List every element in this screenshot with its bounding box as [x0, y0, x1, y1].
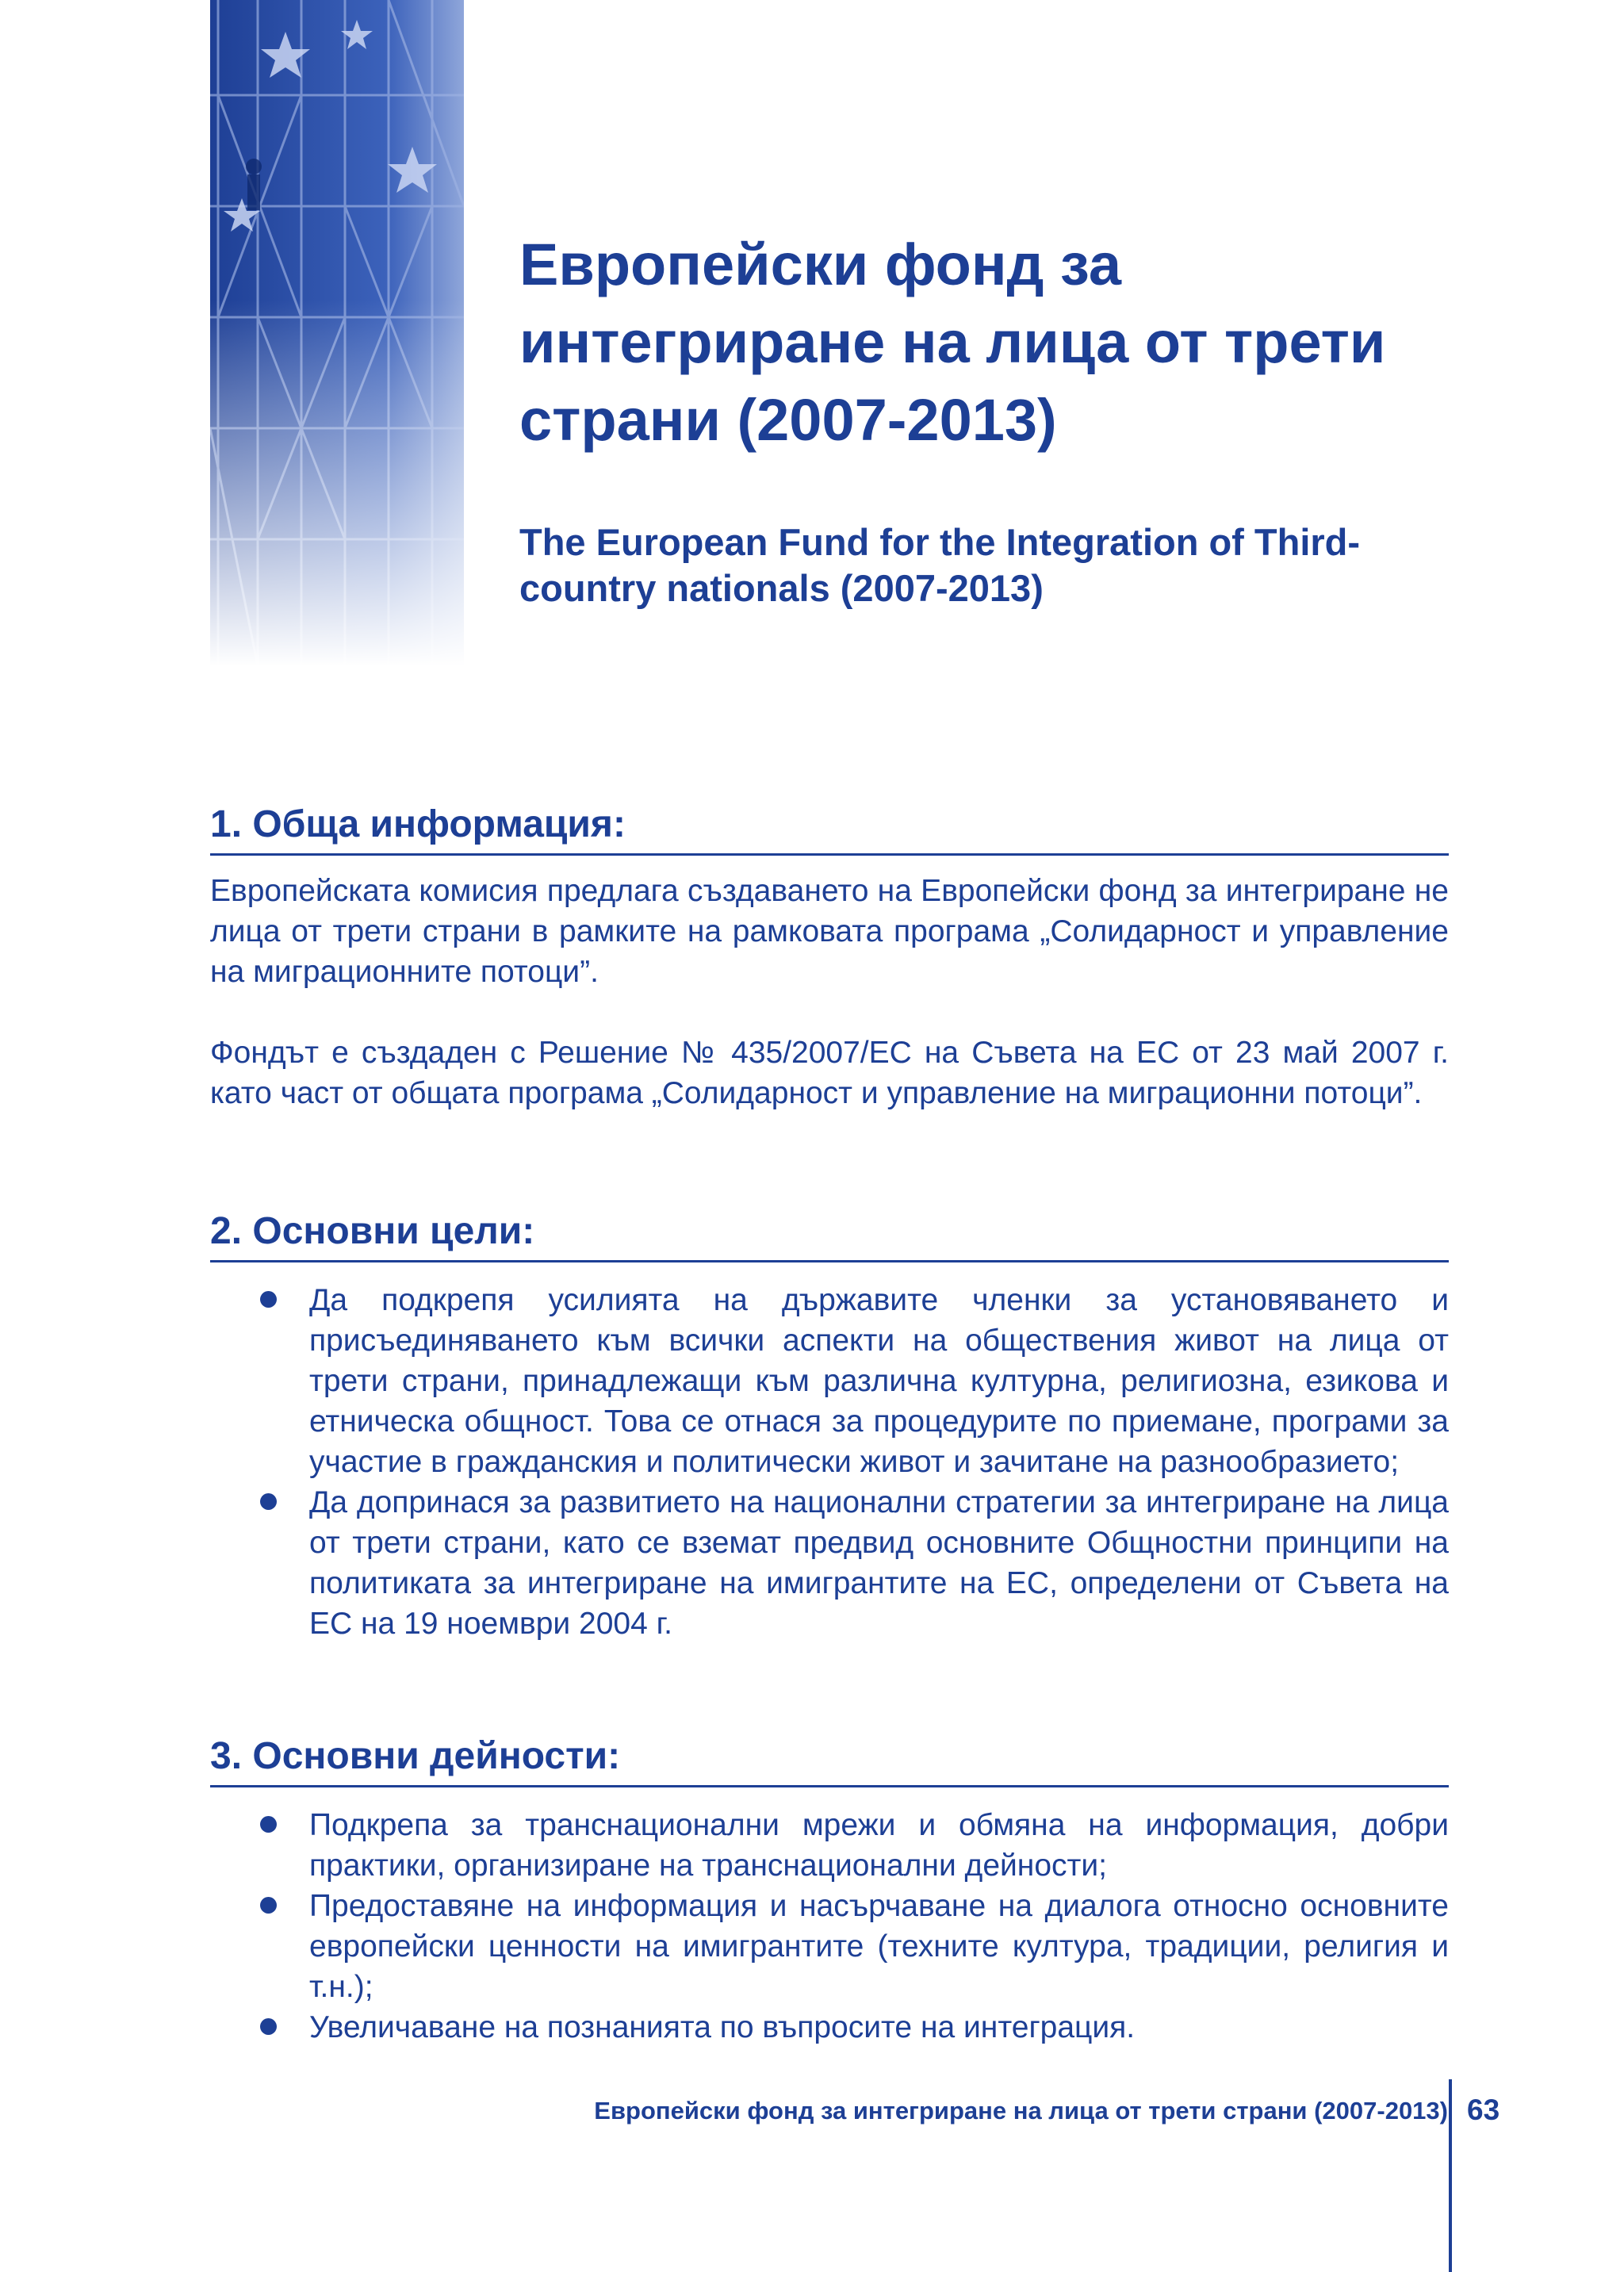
section-main-activities	[210, 1733, 1449, 2048]
list-item-text: Увеличаване на познанията по въпросите на интеграция.	[309, 2010, 1136, 2044]
bullet-icon	[260, 1897, 277, 1914]
list-item	[210, 2007, 1449, 2048]
list-item-text: Подкрепа за транснационални мрежи и обмяна на информация, добри практики, организиране на транснационални дейности;	[309, 1808, 1449, 1883]
list-item	[210, 1482, 1449, 1644]
list-item	[210, 1280, 1449, 1482]
paragraph: Фондът е създаден с Решение № 435/2007/ЕС на Съвета на ЕС от 23 май 2007 г. като част от общата програма „Солидарност и управление на миграционни потоци”.	[210, 1036, 1449, 1110]
activities-list	[210, 1805, 1449, 2048]
bullet-icon	[260, 1291, 277, 1308]
list-item-text: Да допринася за развитието на национални стратегии за интегриране на лица от трети страни, като се вземат предвид основните Общностни принципи на политиката за интегриране на имигрантите на ЕС, определени от Съвета на ЕС на 19 ноември 2004 г.	[309, 1485, 1449, 1641]
list-item-text: Да подкрепя усилията на държавите членки за установяването и присъединяването към всички аспекти на обществения живот на лица от трети страни, принадлежащи към различна културна, религиозна, езикова и етническа общност. Това се отнася за процедурите по приемане, програми за участие в гражданския и политически живот и зачитане на разнообразието;	[309, 1283, 1449, 1479]
section-heading: 2. Основни цели:	[210, 1208, 1449, 1262]
section-heading: 1. Обща информация:	[210, 801, 1449, 856]
page-subtitle-english: The European Fund for the Integration of Third-country nationals (2007-2013)	[519, 521, 1361, 609]
bullet-icon	[260, 1493, 277, 1510]
running-footer-title: Европейски фонд за интегриране на лица от трети страни (2007-2013)	[594, 2097, 1448, 2124]
page-number: 63	[1467, 2094, 1500, 2126]
footer-divider	[1449, 2079, 1452, 2272]
title-block	[519, 226, 1471, 459]
objectives-list	[210, 1280, 1449, 1644]
list-item	[210, 1886, 1449, 2007]
bullet-icon	[260, 1816, 277, 1833]
paragraph: Европейската комисия предлага създаването на Европейски фонд за интегриране не лица от трети страни в рамките на рамковата програма „Солидарност и управление на миграционните потоци”.	[210, 874, 1449, 989]
page-title: Европейски фонд за интегриране на лица от трети страни (2007-2013)	[519, 232, 1386, 453]
section-general-information	[210, 801, 1449, 1113]
section-main-objectives	[210, 1208, 1449, 1644]
section-heading: 3. Основни дейности:	[210, 1733, 1449, 1787]
list-item-text: Предоставяне на информация и насърчаване на диалога относно основните европейски ценности на имигрантите (техните култура, традиции, религия и т.н.);	[309, 1889, 1449, 2004]
scaffold-photo-image	[210, 0, 464, 666]
list-item	[210, 1805, 1449, 1886]
header-photo-banner	[210, 0, 464, 666]
bullet-icon	[260, 2018, 277, 2035]
